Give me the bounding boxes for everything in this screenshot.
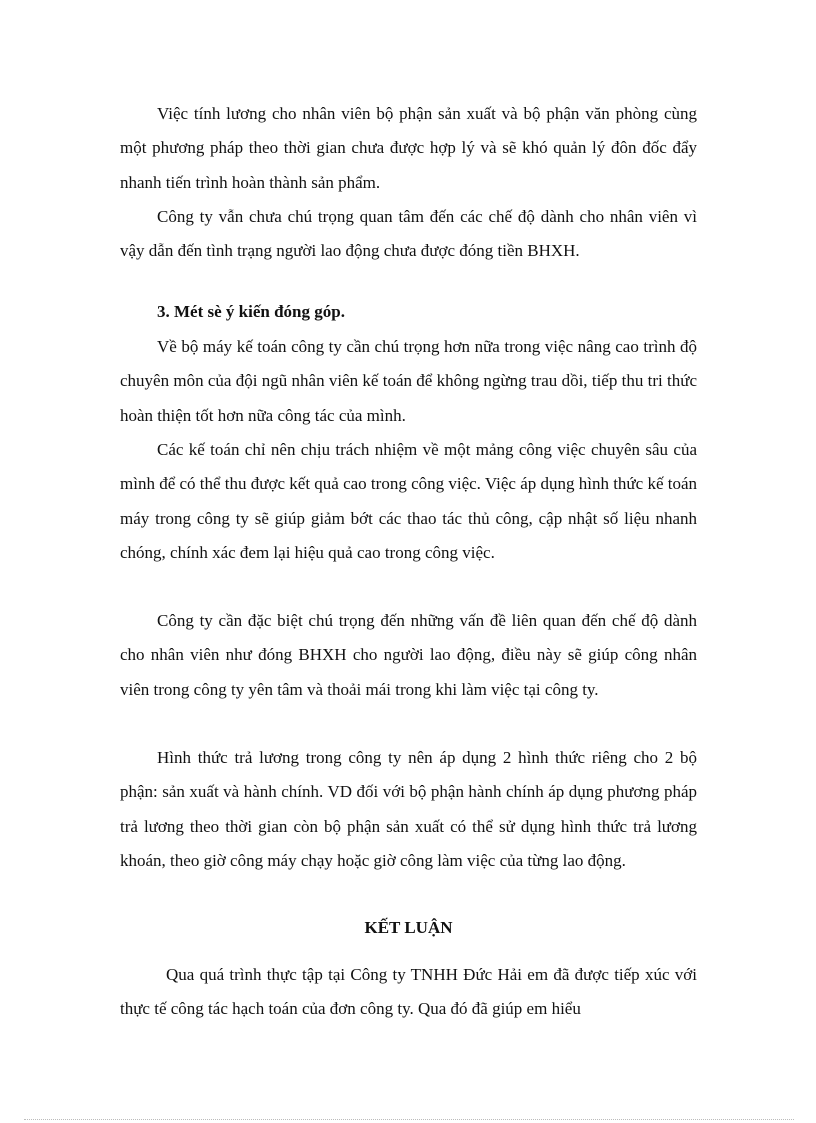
paragraph-social-insurance: Công ty vẫn chưa chú trọng quan tâm đến các chế độ dành cho nhân viên vì vậy dẫn đến tình trạng người lao động chưa được đóng tiền BHXH. [120, 207, 697, 261]
paragraph-conclusion: Qua quá trình thực tập tại Công ty TNHH Đức Hải em đã được tiếp xúc với thực tế công tác hạch toán của đơn công ty. Qua đó đã giúp em hiểu [120, 965, 697, 1019]
paragraph-accountant-specialization: Các kế toán chỉ nên chịu trách nhiệm về một mảng công việc chuyên sâu của mình để có thể thu được kết quả cao trong công việc. Việc áp dụng hình thức kế toán máy trong công ty sẽ giúp giảm bớt các thao tác thủ công, cập nhật số liệu nhanh chóng, chính xác đem lại hiệu quả cao trong công việc. [120, 440, 698, 562]
paragraph-salary-method: Việc tính lương cho nhân viên bộ phận sản xuất và bộ phận văn phòng cùng một phương pháp theo thời gian chưa được hợp lý và sẽ khó quản lý đôn đốc đẩy nhanh tiến trình hoàn thành sản phẩm. [120, 104, 697, 192]
conclusion-heading: KẾT LUẬN [364, 918, 453, 937]
paragraph-accounting-staff: Về bộ máy kế toán công ty cần chú trọng hơn nữa trong việc nâng cao trình độ chuyên môn của đội ngũ nhân viên kế toán để không ngừng trau dồi, tiếp thu tri thức hoàn thiện tốt hơn nữa công tác của mình. [120, 337, 697, 425]
paragraph-employee-benefits: Công ty cần đặc biệt chú trọng đến những vấn đề liên quan đến chế độ dành cho nhân viên như đóng BHXH cho người lao động, điều này sẽ giúp công nhân viên trong công ty yên tâm và thoải mái trong khi làm việc tại công ty. [120, 611, 697, 699]
paragraph-payment-forms: Hình thức trả lương trong công ty nên áp dụng 2 hình thức riêng cho 2 bộ phận: sản xuất và hành chính. VD đối với bộ phận hành chính áp dụng phương pháp trả lương theo thời gian còn bộ phận sản xuất có thể sử dụng hình thức trả lương khoán, theo giờ công máy chạy hoặc giờ công làm việc của từng lao động. [120, 748, 697, 870]
page-bottom-divider [24, 1119, 794, 1120]
section-heading: 3. Mét sè ý kiến đóng góp. [157, 302, 345, 321]
